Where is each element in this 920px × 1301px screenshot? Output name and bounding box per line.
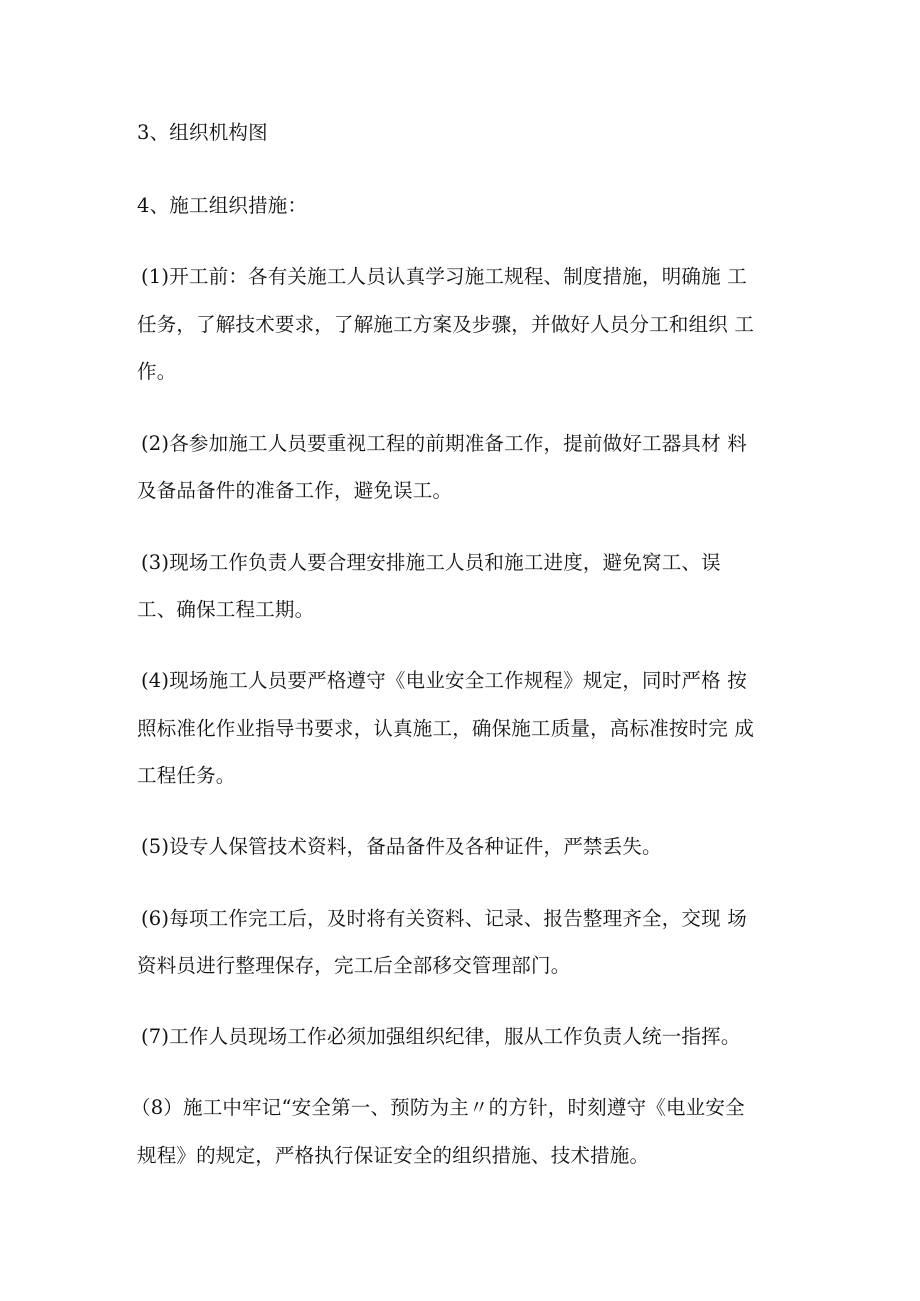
item-4-line-2: 照标准化作业指导书要求，认真施工，确保施工质量，高标准按时完 成 <box>137 717 755 740</box>
section-heading-4: 4、施工组织措施： <box>137 194 308 217</box>
item-3-line-2: 工、确保工程工期。 <box>137 598 315 621</box>
section-heading-3: 3、组织机构图 <box>137 121 268 144</box>
item-4-line-3: 工程任务。 <box>137 764 236 787</box>
item-5-line-1: (5)设专人保管技术资料，备品备件及各种证件，严禁丢失。 <box>141 835 662 858</box>
item-6-line-1: (6)每项工作完工后，及时将有关资料、记录、报告整理齐全，交现 场 <box>141 907 747 930</box>
item-2-line-2: 及备品备件的准备工作，避免误工。 <box>137 479 453 502</box>
item-1-line-2: 任务，了解技术要求，了解施工方案及步骤，并做好人员分工和组织 工 <box>137 313 755 336</box>
item-3-line-1: (3)现场工作负责人要合理安排施工人员和施工进度，避免窝工、误 <box>141 551 721 574</box>
item-1-line-1: (1)开工前：各有关施工人员认真学习施工规程、制度措施，明确施 工 <box>141 265 747 288</box>
item-1-line-3: 作。 <box>137 360 177 383</box>
item-8-line-2: 规程》的规定，严格执行保证安全的组织措施、技术措施。 <box>137 1144 650 1167</box>
item-2-line-1: (2)各参加施工人员要重视工程的前期准备工作，提前做好工器具材 料 <box>141 432 747 455</box>
item-7-line-1: (7)工作人员现场工作必须加强组织纪律，服从工作负责人统一指挥。 <box>141 1025 741 1048</box>
item-8-line-1: （8）施工中牢记“安全第一、预防为主〃的方针，时刻遵守《电业安全 <box>131 1096 745 1119</box>
item-4-line-1: (4)现场施工人员要严格遵守《电业安全工作规程》规定，同时严格 按 <box>141 669 747 692</box>
item-6-line-2: 资料员进行整理保存，完工后全部移交管理部门。 <box>137 954 571 977</box>
